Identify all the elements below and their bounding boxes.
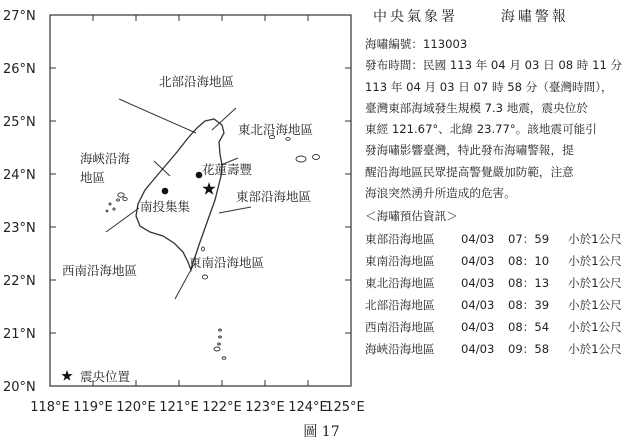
forecast-date: 04/03 — [461, 275, 495, 290]
forecast-row — [365, 250, 640, 272]
bulletin-text-line-4: 東經 121.67°、北緯 23.77°。該地震可能引 — [365, 122, 597, 137]
region-label-strait-line2: 地區 — [80, 170, 106, 185]
city-marker-nantou — [162, 188, 169, 195]
lat-label-21: 21°N — [3, 327, 36, 342]
forecast-row — [365, 338, 640, 360]
legend-star-icon — [61, 370, 72, 381]
forecast-region: 東部沿海地區 — [365, 231, 435, 246]
forecast-region: 北部沿海地區 — [365, 297, 435, 312]
lon-label-123: 123°E — [245, 400, 285, 415]
lat-label-24: 24°N — [3, 168, 36, 183]
forecast-wave-height: 小於1公尺 — [568, 297, 622, 312]
legend-epicenter-label: 震央位置 — [80, 369, 131, 384]
forecast-row — [365, 316, 640, 338]
forecast-table — [365, 228, 640, 361]
forecast-time: 08：39 — [508, 297, 550, 312]
lon-label-122: 122°E — [202, 400, 242, 415]
lon-label-124: 124°E — [288, 400, 328, 415]
forecast-date: 04/03 — [461, 253, 495, 268]
region-label-northeast: 東北沿海地區 — [238, 122, 314, 137]
lat-label-23: 23°N — [3, 221, 36, 236]
lon-label-119: 119°E — [73, 400, 113, 415]
forecast-time: 08：13 — [508, 275, 550, 290]
lat-label-22: 22°N — [3, 274, 36, 289]
region-label-southwest: 西南沿海地區 — [62, 263, 138, 278]
forecast-region: 西南沿海地區 — [365, 320, 435, 335]
bulletin-text-line-7: 海浪突然湧升所造成的危害。 — [365, 186, 516, 201]
lat-label-20: 20°N — [3, 380, 36, 395]
bulletin-number: 海嘯編號：113003 — [365, 37, 468, 51]
forecast-wave-height: 小於1公尺 — [568, 231, 622, 246]
lat-label-25: 25°N — [3, 115, 36, 130]
forecast-row — [365, 294, 640, 316]
lon-label-125: 125°E — [325, 400, 365, 415]
forecast-date: 04/03 — [461, 320, 495, 335]
bulletin-title — [373, 6, 640, 26]
lon-label-118: 118°E — [30, 400, 70, 415]
city-label-nantou: 南投集集 — [140, 199, 191, 214]
forecast-region: 海峽沿海地區 — [365, 342, 435, 357]
forecast-region: 東北沿海地區 — [365, 275, 435, 290]
bulletin-text-line-6: 醒沿海地區民眾提高警覺嚴加防範，注意 — [365, 164, 574, 179]
bulletin-text-line-2: 113 年 04 月 03 日 07 時 58 分（臺灣時間）， — [365, 79, 613, 94]
lat-label-27: 27°N — [3, 9, 36, 24]
taiwan-island — [136, 119, 224, 270]
forecast-time: 07：59 — [508, 231, 550, 246]
forecast-header: ＜海嘯預估資訊＞ — [365, 209, 458, 224]
bulletin-agency: 中央氣象署 — [373, 9, 458, 25]
forecast-row — [365, 228, 640, 250]
tsunami-bulletin — [365, 6, 640, 360]
lon-label-120: 120°E — [116, 400, 156, 415]
forecast-date: 04/03 — [461, 342, 495, 357]
forecast-wave-height: 小於1公尺 — [568, 253, 622, 268]
lat-label-26: 26°N — [3, 62, 36, 77]
figure-caption: 圖 17 — [303, 424, 340, 440]
bulletin-text-line-3: 臺灣東部海域發生規模 7.3 地震，震央位於 — [365, 100, 588, 115]
forecast-row — [365, 272, 640, 294]
forecast-wave-height: 小於1公尺 — [568, 342, 622, 357]
forecast-wave-height: 小於1公尺 — [568, 275, 622, 290]
region-label-north: 北部沿海地區 — [159, 74, 235, 89]
forecast-time: 09：58 — [508, 342, 550, 357]
forecast-region: 東南沿海地區 — [365, 253, 435, 268]
forecast-time: 08：10 — [508, 253, 550, 268]
region-label-strait-line1: 海峽沿海 — [80, 151, 131, 166]
forecast-time: 08：54 — [508, 320, 550, 335]
lon-label-121: 121°E — [159, 400, 199, 415]
region-label-southeast: 東南沿海地區 — [189, 255, 265, 270]
region-label-east: 東部沿海地區 — [236, 189, 312, 204]
bulletin-text-line-1: 發布時間：民國 113 年 04 月 03 日 08 時 11 分 — [365, 58, 623, 73]
bulletin-text-line-5: 發海嘯影響臺灣，特此發布海嘯警報，提 — [365, 143, 574, 158]
forecast-date: 04/03 — [461, 231, 495, 246]
bulletin-warning-type: 海嘯警報 — [500, 9, 569, 25]
forecast-date: 04/03 — [461, 297, 495, 312]
city-label-hualien: 花蓮壽豐 — [202, 162, 253, 177]
forecast-wave-height: 小於1公尺 — [568, 320, 622, 335]
